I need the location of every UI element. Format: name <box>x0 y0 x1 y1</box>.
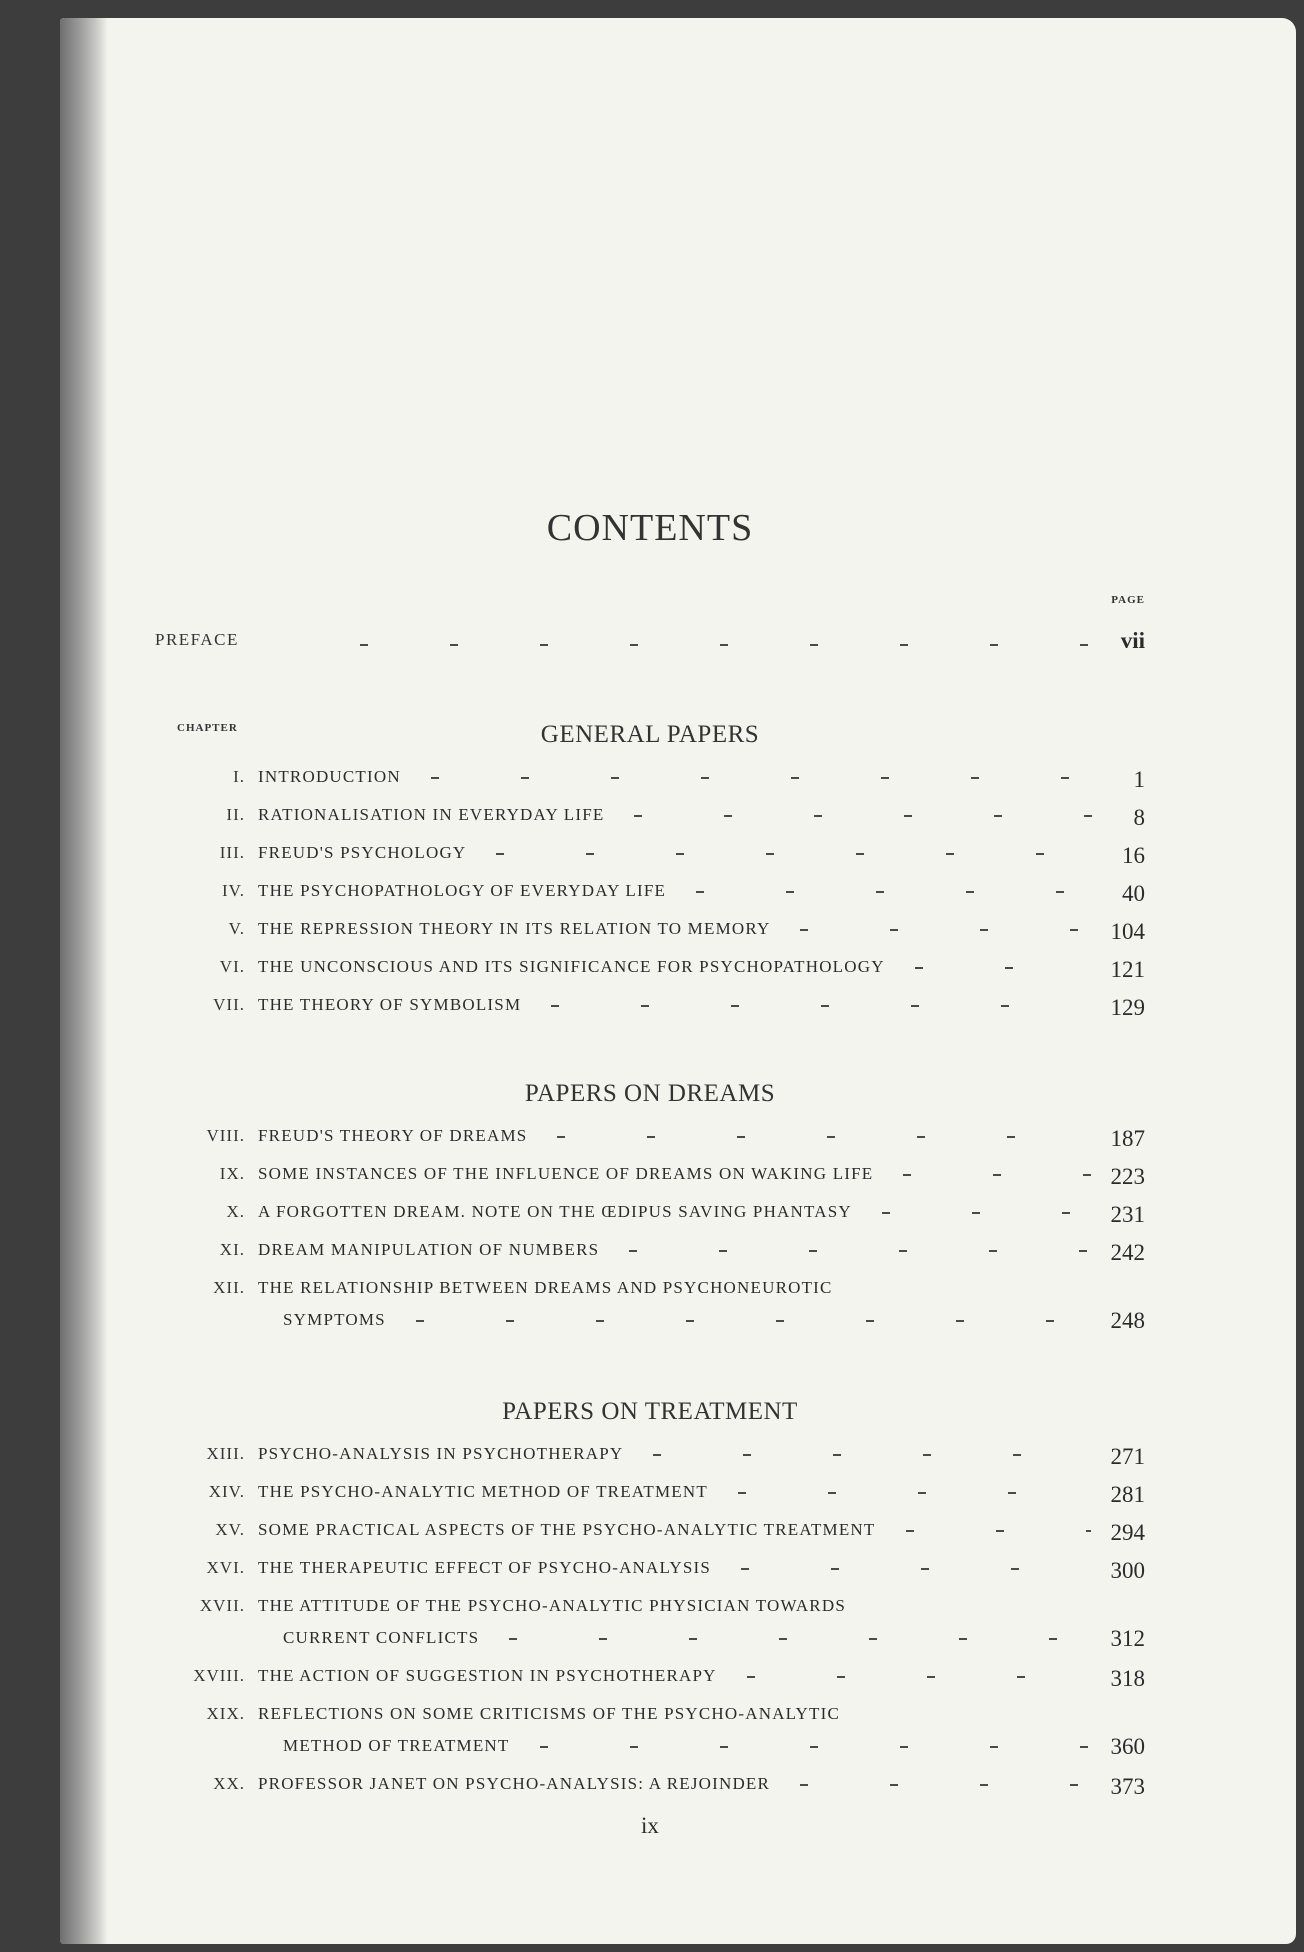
page-number: 16 <box>1122 843 1145 868</box>
toc-entry <box>155 1202 1145 1242</box>
preface-leader-dots <box>360 644 1105 646</box>
contents-page <box>155 18 1145 1944</box>
page-number: 312 <box>1110 1626 1145 1651</box>
toc-entry <box>155 957 1145 997</box>
leader-dots <box>903 1174 1090 1176</box>
leader-dots <box>431 777 1114 779</box>
chapter-number: V. <box>228 919 245 938</box>
chapter-number: XIV. <box>208 1482 245 1501</box>
toc-entry <box>155 1558 1145 1598</box>
chapter-column-label: CHAPTER <box>177 722 238 734</box>
chapter-title: THE THERAPEUTIC EFFECT OF PSYCHO-ANALYSIS <box>258 1558 712 1577</box>
leader-dots <box>906 1530 1091 1532</box>
page-number: 242 <box>1110 1240 1145 1265</box>
toc-entry <box>155 1774 1145 1814</box>
chapter-number: XVII. <box>199 1596 245 1615</box>
chapter-number: XVIII. <box>193 1666 245 1685</box>
page-number: 281 <box>1110 1482 1145 1507</box>
page-number: 360 <box>1110 1734 1145 1759</box>
leader-dots <box>416 1320 1091 1322</box>
chapter-title: SOME PRACTICAL ASPECTS OF THE PSYCHO-ANALYTIC TREATMENT <box>258 1520 876 1539</box>
chapter-number: XX. <box>213 1774 245 1793</box>
toc-entry <box>155 919 1145 959</box>
chapter-title: PSYCHO-ANALYSIS IN PSYCHOTHERAPY <box>258 1444 624 1463</box>
page-number: 373 <box>1110 1774 1145 1799</box>
page-number: 187 <box>1110 1126 1145 1151</box>
page-title: CONTENTS <box>546 507 754 549</box>
leader-dots <box>634 815 1113 817</box>
leader-dots <box>915 967 1091 969</box>
toc-entry <box>155 1596 1145 1651</box>
toc-entry <box>155 767 1145 807</box>
chapter-number: XI. <box>219 1240 245 1259</box>
chapter-title: THE PSYCHO-ANALYTIC METHOD OF TREATMENT <box>258 1482 708 1501</box>
leader-dots <box>747 1676 1091 1678</box>
chapter-title-continued: SYMPTOMS <box>283 1310 386 1329</box>
chapter-number: VII. <box>213 995 245 1014</box>
leader-dots <box>540 1746 1091 1748</box>
toc-entry <box>155 881 1145 921</box>
leader-dots <box>509 1638 1090 1640</box>
page-number: 121 <box>1110 957 1145 982</box>
chapter-number: III. <box>219 843 245 862</box>
leader-dots <box>551 1005 1090 1007</box>
section-title: PAPERS ON TREATMENT <box>502 1398 798 1425</box>
toc-entry <box>155 1126 1145 1166</box>
chapter-number: I. <box>233 767 245 786</box>
page-number: 300 <box>1110 1558 1145 1583</box>
chapter-number: VIII. <box>206 1126 245 1145</box>
leader-dots <box>696 891 1102 893</box>
page-number: 40 <box>1122 881 1145 906</box>
chapter-title: THE PSYCHOPATHOLOGY OF EVERYDAY LIFE <box>258 881 667 900</box>
chapter-title-continued: METHOD OF TREATMENT <box>283 1736 510 1755</box>
leader-dots <box>557 1136 1090 1138</box>
chapter-title: THE ACTION OF SUGGESTION IN PSYCHOTHERAPY <box>258 1666 717 1685</box>
chapter-title: INTRODUCTION <box>258 767 401 786</box>
page-number: 129 <box>1110 995 1145 1020</box>
section-title: PAPERS ON DREAMS <box>524 1080 776 1107</box>
leader-dots <box>653 1454 1090 1456</box>
leader-dots <box>800 929 1090 931</box>
toc-entry <box>155 1444 1145 1484</box>
chapter-title: THE RELATIONSHIP BETWEEN DREAMS AND PSYCHONEUROTIC <box>258 1278 833 1297</box>
toc-entry <box>155 1704 1145 1759</box>
chapter-title: REFLECTIONS ON SOME CRITICISMS OF THE PSYCHO-ANALYTIC <box>258 1704 841 1723</box>
page-number: 231 <box>1110 1202 1145 1227</box>
chapter-number: XVI. <box>206 1558 245 1577</box>
toc-entry <box>155 1164 1145 1204</box>
toc-entry <box>155 1278 1145 1333</box>
chapter-title: FREUD'S THEORY OF DREAMS <box>258 1126 528 1145</box>
chapter-title: THE ATTITUDE OF THE PSYCHO-ANALYTIC PHYSICIAN TOWARDS <box>258 1596 846 1615</box>
page-number: 248 <box>1110 1308 1145 1333</box>
preface-page-number: vii <box>1120 628 1145 653</box>
preface-title: PREFACE <box>155 630 239 649</box>
leader-dots <box>800 1784 1090 1786</box>
chapter-title: FREUD'S PSYCHOLOGY <box>258 843 467 862</box>
chapter-number: XII. <box>213 1278 245 1297</box>
page-number: 318 <box>1110 1666 1145 1691</box>
chapter-number: XIII. <box>206 1444 245 1463</box>
chapter-title: PROFESSOR JANET ON PSYCHO-ANALYSIS: A REJOINDER <box>258 1774 771 1793</box>
toc-entry <box>155 843 1145 883</box>
chapter-title: DREAM MANIPULATION OF NUMBERS <box>258 1240 600 1259</box>
chapter-title: THE REPRESSION THEORY IN ITS RELATION TO MEMORY <box>258 919 771 938</box>
page-number: 271 <box>1110 1444 1145 1469</box>
toc-entry <box>155 995 1145 1035</box>
chapter-number: XIX. <box>206 1704 245 1723</box>
chapter-title: THE THEORY OF SYMBOLISM <box>258 995 522 1014</box>
chapter-title: SOME INSTANCES OF THE INFLUENCE OF DREAMS ON WAKING LIFE <box>258 1164 874 1183</box>
chapter-title: RATIONALISATION IN EVERYDAY LIFE <box>258 805 605 824</box>
toc-entry <box>155 805 1145 845</box>
leader-dots <box>741 1568 1090 1570</box>
toc-entry <box>155 1666 1145 1706</box>
page-number: 223 <box>1110 1164 1145 1189</box>
leader-dots <box>629 1250 1090 1252</box>
chapter-title: A FORGOTTEN DREAM. NOTE ON THE ŒDIPUS SAVING PHANTASY <box>258 1202 852 1221</box>
chapter-number: VI. <box>219 957 245 976</box>
page-column-label: PAGE <box>1111 594 1145 606</box>
book-page <box>60 18 1296 1944</box>
folio-page-number: ix <box>641 1813 659 1838</box>
chapter-title: THE UNCONSCIOUS AND ITS SIGNIFICANCE FOR PSYCHOPATHOLOGY <box>258 957 885 976</box>
chapter-number: IV. <box>222 881 245 900</box>
page-number: 1 <box>1133 767 1145 792</box>
chapter-number: XV. <box>215 1520 245 1539</box>
page-gutter-shadow <box>60 18 108 1944</box>
toc-entry <box>155 1520 1145 1560</box>
page-number: 104 <box>1110 919 1145 944</box>
chapter-number: II. <box>226 805 245 824</box>
chapter-number: X. <box>226 1202 245 1221</box>
page-number: 294 <box>1110 1520 1145 1545</box>
toc-entry <box>155 1240 1145 1280</box>
leader-dots <box>738 1492 1091 1494</box>
leader-dots <box>496 853 1102 855</box>
section-title: GENERAL PAPERS <box>540 721 760 748</box>
page-number: 8 <box>1133 805 1145 830</box>
chapter-number: IX. <box>219 1164 245 1183</box>
toc-entry <box>155 1482 1145 1522</box>
chapter-title-continued: CURRENT CONFLICTS <box>283 1628 480 1647</box>
leader-dots <box>882 1212 1091 1214</box>
